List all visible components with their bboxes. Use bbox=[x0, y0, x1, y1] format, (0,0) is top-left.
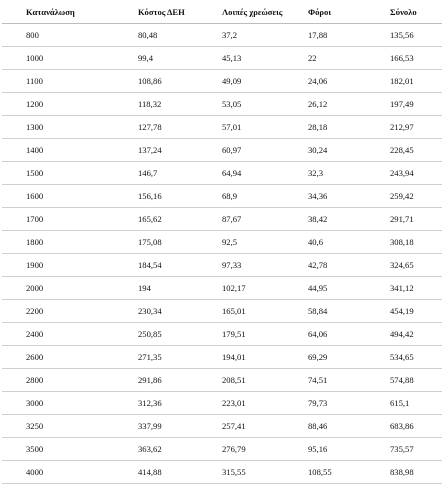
table-row bbox=[2, 139, 442, 162]
cell-taxes: 40,6 bbox=[284, 231, 366, 254]
cell-dei-cost: 175,08 bbox=[114, 231, 198, 254]
cell-total: 683,86 bbox=[366, 415, 442, 438]
cell-taxes: 17,88 bbox=[284, 24, 366, 47]
cell-dei-cost: 414,88 bbox=[114, 461, 198, 484]
cell-dei-cost: 108,86 bbox=[114, 70, 198, 93]
cell-total: 324,65 bbox=[366, 254, 442, 277]
table-row bbox=[2, 254, 442, 277]
cell-other-charges: 257,41 bbox=[198, 415, 284, 438]
cell-taxes: 42,78 bbox=[284, 254, 366, 277]
cell-total: 615,1 bbox=[366, 392, 442, 415]
cell-taxes: 44,95 bbox=[284, 277, 366, 300]
cell-total: 166,53 bbox=[366, 47, 442, 70]
header-dei-cost: Κόστος ΔΕΗ bbox=[114, 0, 198, 24]
cell-other-charges: 57,01 bbox=[198, 116, 284, 139]
cell-other-charges: 49,09 bbox=[198, 70, 284, 93]
table-body bbox=[2, 24, 442, 484]
cell-other-charges: 64,94 bbox=[198, 162, 284, 185]
table-row bbox=[2, 438, 442, 461]
cell-other-charges: 53,05 bbox=[198, 93, 284, 116]
table-row bbox=[2, 277, 442, 300]
cell-consumption: 800 bbox=[2, 24, 114, 47]
cell-dei-cost: 194 bbox=[114, 277, 198, 300]
cell-consumption: 3500 bbox=[2, 438, 114, 461]
table-row bbox=[2, 47, 442, 70]
cell-other-charges: 97,33 bbox=[198, 254, 284, 277]
cell-taxes: 26,12 bbox=[284, 93, 366, 116]
cell-dei-cost: 137,24 bbox=[114, 139, 198, 162]
cell-dei-cost: 165,62 bbox=[114, 208, 198, 231]
table-row bbox=[2, 231, 442, 254]
cell-consumption: 1300 bbox=[2, 116, 114, 139]
cell-consumption: 3000 bbox=[2, 392, 114, 415]
cell-dei-cost: 146,7 bbox=[114, 162, 198, 185]
cell-total: 197,49 bbox=[366, 93, 442, 116]
table-row bbox=[2, 185, 442, 208]
cell-dei-cost: 312,36 bbox=[114, 392, 198, 415]
cell-taxes: 58,84 bbox=[284, 300, 366, 323]
cell-consumption: 1800 bbox=[2, 231, 114, 254]
cell-taxes: 95,16 bbox=[284, 438, 366, 461]
cell-consumption: 1400 bbox=[2, 139, 114, 162]
cell-other-charges: 194,01 bbox=[198, 346, 284, 369]
cell-total: 228,45 bbox=[366, 139, 442, 162]
cell-consumption: 4000 bbox=[2, 461, 114, 484]
cell-dei-cost: 337,99 bbox=[114, 415, 198, 438]
cell-other-charges: 179,51 bbox=[198, 323, 284, 346]
table-row bbox=[2, 300, 442, 323]
cell-taxes: 88,46 bbox=[284, 415, 366, 438]
table-row bbox=[2, 415, 442, 438]
cell-total: 243,94 bbox=[366, 162, 442, 185]
cell-dei-cost: 156,16 bbox=[114, 185, 198, 208]
cell-taxes: 34,36 bbox=[284, 185, 366, 208]
table-row bbox=[2, 162, 442, 185]
table-header-row bbox=[2, 0, 442, 24]
cell-consumption: 1100 bbox=[2, 70, 114, 93]
cell-dei-cost: 250,85 bbox=[114, 323, 198, 346]
cell-consumption: 1500 bbox=[2, 162, 114, 185]
cell-dei-cost: 291,86 bbox=[114, 369, 198, 392]
cell-dei-cost: 127,78 bbox=[114, 116, 198, 139]
table-row bbox=[2, 24, 442, 47]
table-row bbox=[2, 369, 442, 392]
cell-taxes: 108,55 bbox=[284, 461, 366, 484]
cell-consumption: 1900 bbox=[2, 254, 114, 277]
cell-other-charges: 102,17 bbox=[198, 277, 284, 300]
cell-other-charges: 315,55 bbox=[198, 461, 284, 484]
cell-consumption: 2200 bbox=[2, 300, 114, 323]
cell-consumption: 1700 bbox=[2, 208, 114, 231]
table-row bbox=[2, 461, 442, 484]
cell-dei-cost: 363,62 bbox=[114, 438, 198, 461]
cell-taxes: 28,18 bbox=[284, 116, 366, 139]
cell-consumption: 1000 bbox=[2, 47, 114, 70]
cell-taxes: 64,06 bbox=[284, 323, 366, 346]
cell-taxes: 22 bbox=[284, 47, 366, 70]
cell-total: 291,71 bbox=[366, 208, 442, 231]
cell-consumption: 2600 bbox=[2, 346, 114, 369]
consumption-cost-table bbox=[2, 0, 442, 484]
cell-other-charges: 60,97 bbox=[198, 139, 284, 162]
cell-total: 308,18 bbox=[366, 231, 442, 254]
cell-dei-cost: 80,48 bbox=[114, 24, 198, 47]
cell-dei-cost: 118,32 bbox=[114, 93, 198, 116]
cell-other-charges: 92,5 bbox=[198, 231, 284, 254]
cell-dei-cost: 271,35 bbox=[114, 346, 198, 369]
header-total: Σύνολο bbox=[366, 0, 442, 24]
cell-taxes: 69,29 bbox=[284, 346, 366, 369]
cell-taxes: 32,3 bbox=[284, 162, 366, 185]
cell-other-charges: 208,51 bbox=[198, 369, 284, 392]
cell-total: 259,42 bbox=[366, 185, 442, 208]
table-row bbox=[2, 70, 442, 93]
cell-total: 212,97 bbox=[366, 116, 442, 139]
table-row bbox=[2, 93, 442, 116]
cell-other-charges: 45,13 bbox=[198, 47, 284, 70]
cell-consumption: 1200 bbox=[2, 93, 114, 116]
cell-other-charges: 165,01 bbox=[198, 300, 284, 323]
cell-total: 494,42 bbox=[366, 323, 442, 346]
cell-taxes: 74,51 bbox=[284, 369, 366, 392]
cell-taxes: 30,24 bbox=[284, 139, 366, 162]
cell-taxes: 79,73 bbox=[284, 392, 366, 415]
cell-total: 574,88 bbox=[366, 369, 442, 392]
cell-dei-cost: 184,54 bbox=[114, 254, 198, 277]
table-row bbox=[2, 346, 442, 369]
table-row bbox=[2, 392, 442, 415]
cell-total: 135,56 bbox=[366, 24, 442, 47]
cell-dei-cost: 99,4 bbox=[114, 47, 198, 70]
cell-consumption: 2800 bbox=[2, 369, 114, 392]
cell-other-charges: 87,67 bbox=[198, 208, 284, 231]
cell-consumption: 3250 bbox=[2, 415, 114, 438]
cell-total: 182,01 bbox=[366, 70, 442, 93]
cell-other-charges: 68,9 bbox=[198, 185, 284, 208]
cell-total: 735,57 bbox=[366, 438, 442, 461]
header-other-charges: Λοιπές χρεώσεις bbox=[198, 0, 284, 24]
cell-total: 454,19 bbox=[366, 300, 442, 323]
cell-other-charges: 276,79 bbox=[198, 438, 284, 461]
cell-consumption: 2400 bbox=[2, 323, 114, 346]
cell-total: 838,98 bbox=[366, 461, 442, 484]
table-row bbox=[2, 208, 442, 231]
cell-consumption: 1600 bbox=[2, 185, 114, 208]
cell-other-charges: 223,01 bbox=[198, 392, 284, 415]
table-row bbox=[2, 323, 442, 346]
cell-total: 534,65 bbox=[366, 346, 442, 369]
table-header bbox=[2, 0, 442, 24]
cell-taxes: 38,42 bbox=[284, 208, 366, 231]
header-consumption: Κατανάλωση bbox=[2, 0, 114, 24]
header-taxes: Φόροι bbox=[284, 0, 366, 24]
cell-other-charges: 37,2 bbox=[198, 24, 284, 47]
table-row bbox=[2, 116, 442, 139]
cell-consumption: 2000 bbox=[2, 277, 114, 300]
cell-dei-cost: 230,34 bbox=[114, 300, 198, 323]
cell-total: 341,12 bbox=[366, 277, 442, 300]
cell-taxes: 24,06 bbox=[284, 70, 366, 93]
